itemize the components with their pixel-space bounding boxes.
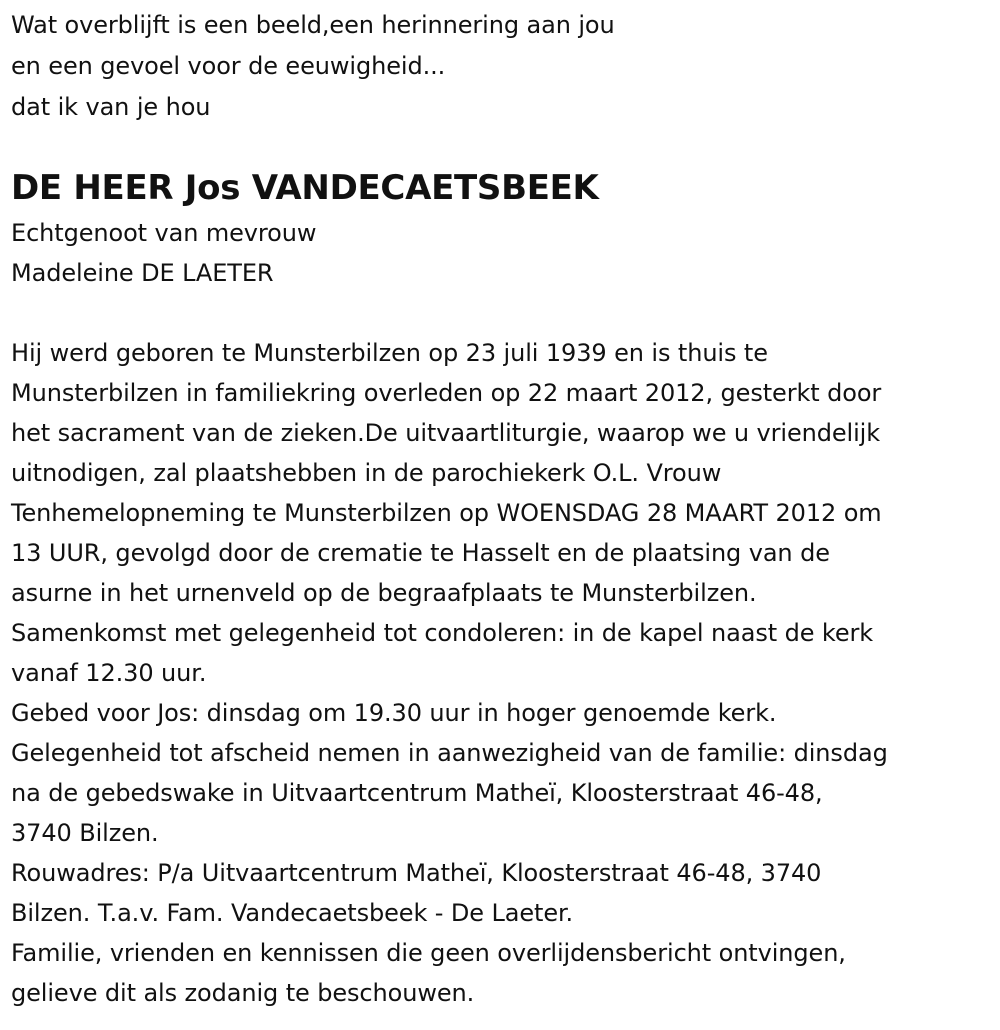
text-line: het sacrament van de zieken.De uitvaartliturgie, waarop we u vriendelijk <box>11 419 881 447</box>
text-line: 13 UUR, gevolgd door de crematie te Hasselt en de plaatsing van de <box>11 539 830 567</box>
spouse-line: Echtgenoot van mevrouw <box>11 219 317 247</box>
text-line: na de gebedswake in Uitvaartcentrum Matheï, Kloosterstraat 46-48, <box>11 779 823 807</box>
deceased-name: DE HEER Jos VANDECAETSBEEK <box>11 168 599 208</box>
spouse-info <box>11 213 996 293</box>
text-line: Familie, vrienden en kennissen die geen overlijdensbericht ontvingen, <box>11 939 846 967</box>
text-line: Gebed voor Jos: dinsdag om 19.30 uur in hoger genoemde kerk. <box>11 699 777 727</box>
text-line: Munsterbilzen in familiekring overleden op 22 maart 2012, gesterkt door <box>11 379 882 407</box>
text-line: Bilzen. T.a.v. Fam. Vandecaetsbeek - De Laeter. <box>11 899 574 927</box>
announcement-text <box>11 333 996 1013</box>
text-line: Rouwadres: P/a Uitvaartcentrum Matheï, Kloosterstraat 46-48, 3740 <box>11 859 822 887</box>
text-line: asurne in het urnenveld op de begraafplaats te Munsterbilzen. <box>11 579 757 607</box>
memorial-poem <box>11 5 996 128</box>
text-line: vanaf 12.30 uur. <box>11 659 207 687</box>
text-line: gelieve dit als zodanig te beschouwen. <box>11 979 475 1007</box>
text-line: Samenkomst met gelegenheid tot condoleren: in de kapel naast de kerk <box>11 619 874 647</box>
spouse-line: Madeleine DE LAETER <box>11 259 274 287</box>
text-line: 3740 Bilzen. <box>11 819 159 847</box>
poem-line: Wat overblijft is een beeld,een herinnering aan jou <box>11 11 615 39</box>
poem-line: dat ik van je hou <box>11 93 211 121</box>
text-line: Tenhemelopneming te Munsterbilzen op WOENSDAG 28 MAART 2012 om <box>11 499 882 527</box>
text-line: Gelegenheid tot afscheid nemen in aanwezigheid van de familie: dinsdag <box>11 739 888 767</box>
text-line: Hij werd geboren te Munsterbilzen op 23 juli 1939 en is thuis te <box>11 339 768 367</box>
poem-line: en een gevoel voor de eeuwigheid... <box>11 52 446 80</box>
text-line: uitnodigen, zal plaatshebben in de parochiekerk O.L. Vrouw <box>11 459 722 487</box>
obituary-notice <box>11 5 996 1013</box>
